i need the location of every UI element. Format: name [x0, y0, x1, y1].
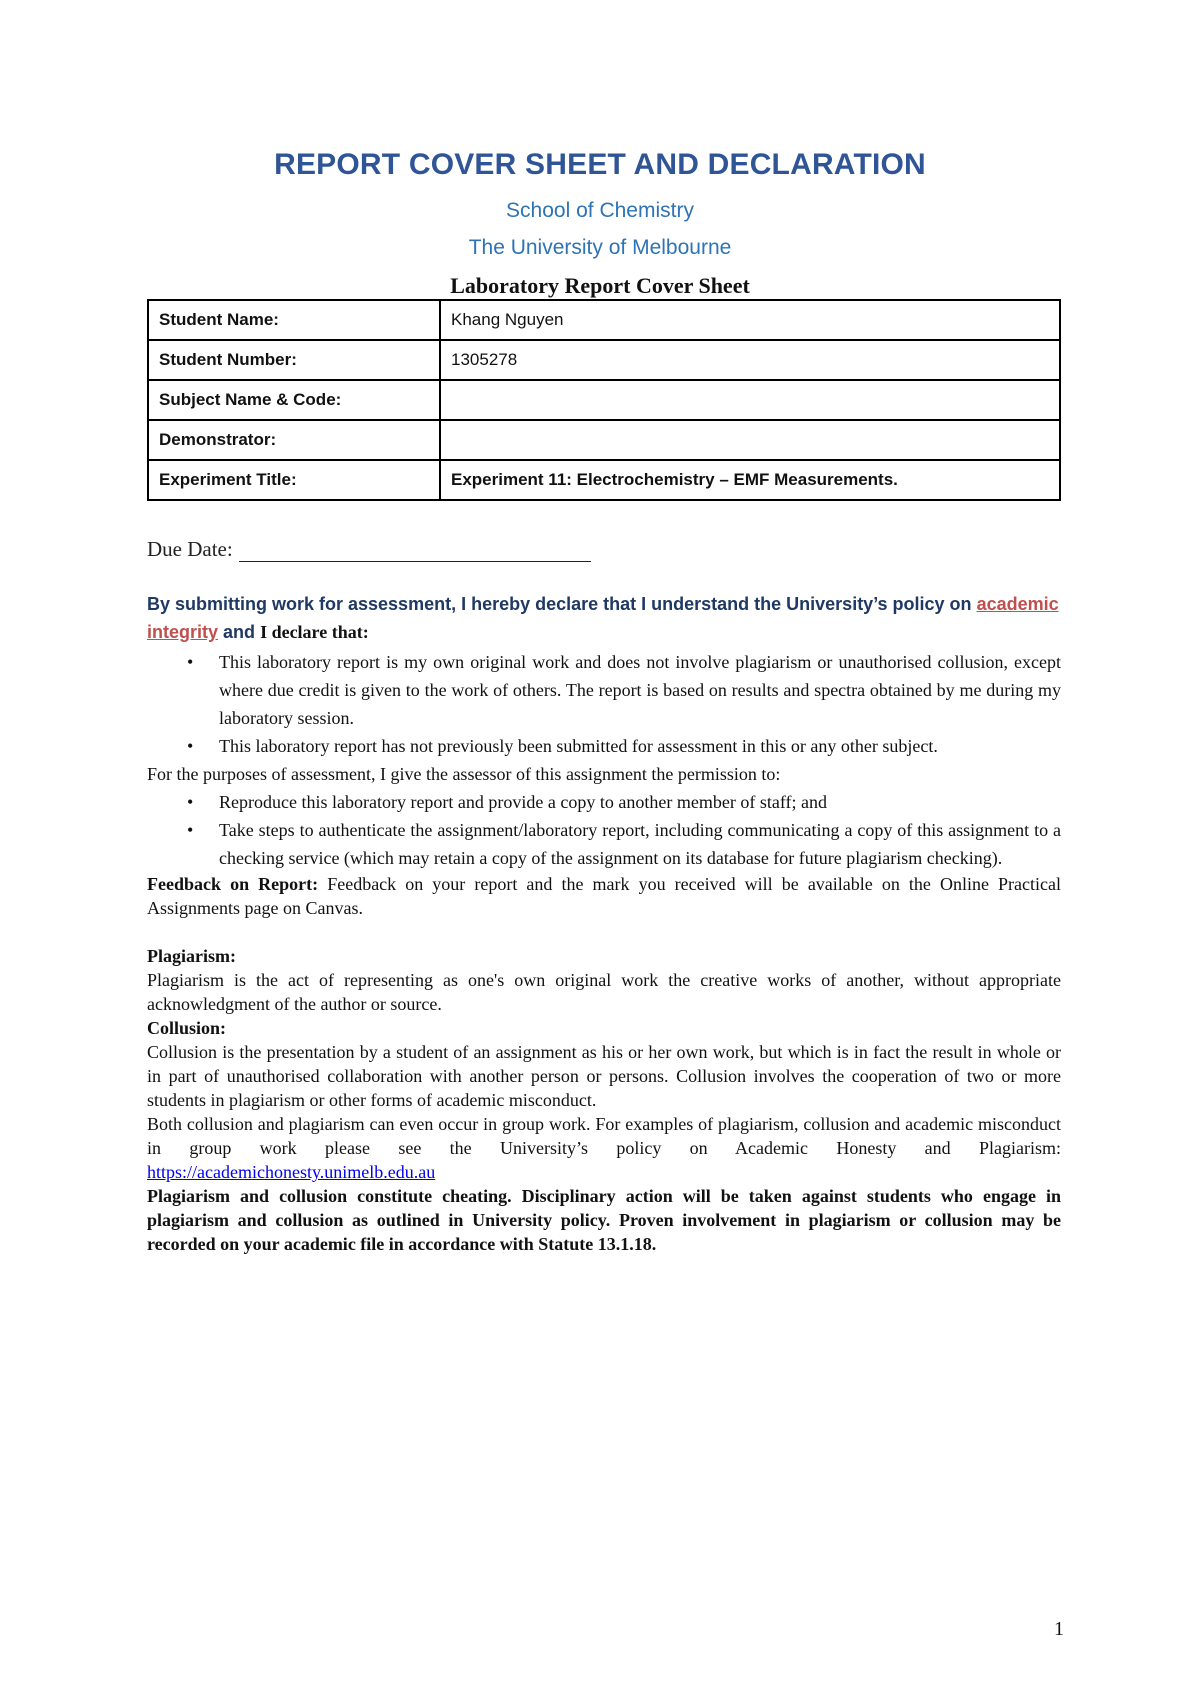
plagiarism-heading-text: Plagiarism: [147, 946, 236, 966]
collusion-text: Collusion is the presentation by a student of an assignment as his or her own work, but which is in fact the result in whole or in part of unauthorised collaboration with another person or persons. Collusion involves the cooperation of two or more students in plagiarism or other forms of academic misconduct. [147, 1042, 1061, 1110]
feedback-text: Feedback on your report and the mark you received will be available on the Online Practical Assignments page on Canvas. [147, 874, 1061, 918]
table-row [148, 340, 1060, 380]
cheating-warning [147, 1184, 1061, 1256]
student-number-value: 1305278 [440, 340, 1060, 380]
page-title: REPORT COVER SHEET AND DECLARATION [274, 148, 926, 181]
feedback-paragraph [147, 872, 1061, 920]
subject-name-value [440, 380, 1060, 420]
student-number-label: Student Number: [148, 340, 440, 380]
experiment-title-value: Experiment 11: Electrochemistry – EMF Measurements. [440, 460, 1060, 500]
due-date-blank-line [239, 541, 591, 562]
permissions-bullet-list [147, 788, 1061, 872]
group-work-text: Both collusion and plagiarism can even occur in group work. For examples of plagiarism, collusion and academic misconduct in group work please see the University’s policy on Academic Honesty and Plagiarism: [147, 1114, 1061, 1158]
list-item: • Take steps to authenticate the assignment/laboratory report, including communicating a copy of this assignment to a checking service (which may retain a copy of the assignment on its database for future plagiarism checking). [219, 816, 1061, 872]
university-name: The University of Melbourne [468, 236, 732, 259]
table-row [148, 380, 1060, 420]
table-row [148, 300, 1060, 340]
group-work-paragraph [147, 1112, 1061, 1184]
school-name: School of Chemistry [506, 199, 694, 222]
table-row [148, 420, 1060, 460]
purposes-text: For the purposes of assessment, I give the assessor of this assignment the permission to: [147, 764, 781, 784]
list-item: • Reproduce this laboratory report and provide a copy to another member of staff; and [219, 788, 1061, 816]
declaration-bullet-list [147, 648, 1061, 760]
plagiarism-heading [147, 944, 1061, 968]
demonstrator-label: Demonstrator: [148, 420, 440, 460]
spacer [147, 920, 1061, 944]
table-row [148, 460, 1060, 500]
demonstrator-value [440, 420, 1060, 460]
student-name-label: Student Name: [148, 300, 440, 340]
collusion-heading [147, 1016, 1061, 1040]
academic-honesty-link[interactable]: https://academichonesty.unimelb.edu.au [147, 1162, 436, 1182]
due-date-label: Due Date: [147, 537, 233, 561]
subject-name-label: Subject Name & Code: [148, 380, 440, 420]
declaration-body [147, 648, 1061, 1256]
i-declare-text: I declare that: [260, 622, 369, 642]
collusion-heading-text: Collusion: [147, 1018, 227, 1038]
due-date [147, 537, 591, 562]
cheating-warning-text: Plagiarism and collusion constitute cheating. Disciplinary action will be taken against students who engage in plagiarism and collusion as outlined in University policy. Proven involvement in plagiarism or collusion may be recorded on your academic file in accordance with Statute 13.1.18. [147, 1186, 1061, 1254]
list-item: • This laboratory report has not previously been submitted for assessment in this or any other subject. [219, 732, 1061, 760]
list-item: • This laboratory report is my own original work and does not involve plagiarism or unauthorised collusion, except where due credit is given to the work of others. The report is based on results and spectra obtained by me during my laboratory session. [219, 648, 1061, 732]
feedback-label: Feedback on Report: [147, 874, 319, 894]
declaration-and-text: and [223, 622, 256, 642]
declaration-intro [147, 590, 1067, 646]
cover-sheet-table [147, 299, 1061, 501]
plagiarism-text: Plagiarism is the act of representing as one's own original work the creative works of another, without appropriate acknowledgment of the author or source. [147, 970, 1061, 1014]
student-name-value: Khang Nguyen [440, 300, 1060, 340]
experiment-title-label: Experiment Title: [148, 460, 440, 500]
academic-integrity-link[interactable]: academic integrity [147, 594, 1059, 642]
page-number: 1 [1054, 1618, 1064, 1640]
sheet-title: Laboratory Report Cover Sheet [450, 273, 750, 298]
declaration-intro-text: By submitting work for assessment, I hereby declare that I understand the University’s policy on [147, 594, 972, 614]
